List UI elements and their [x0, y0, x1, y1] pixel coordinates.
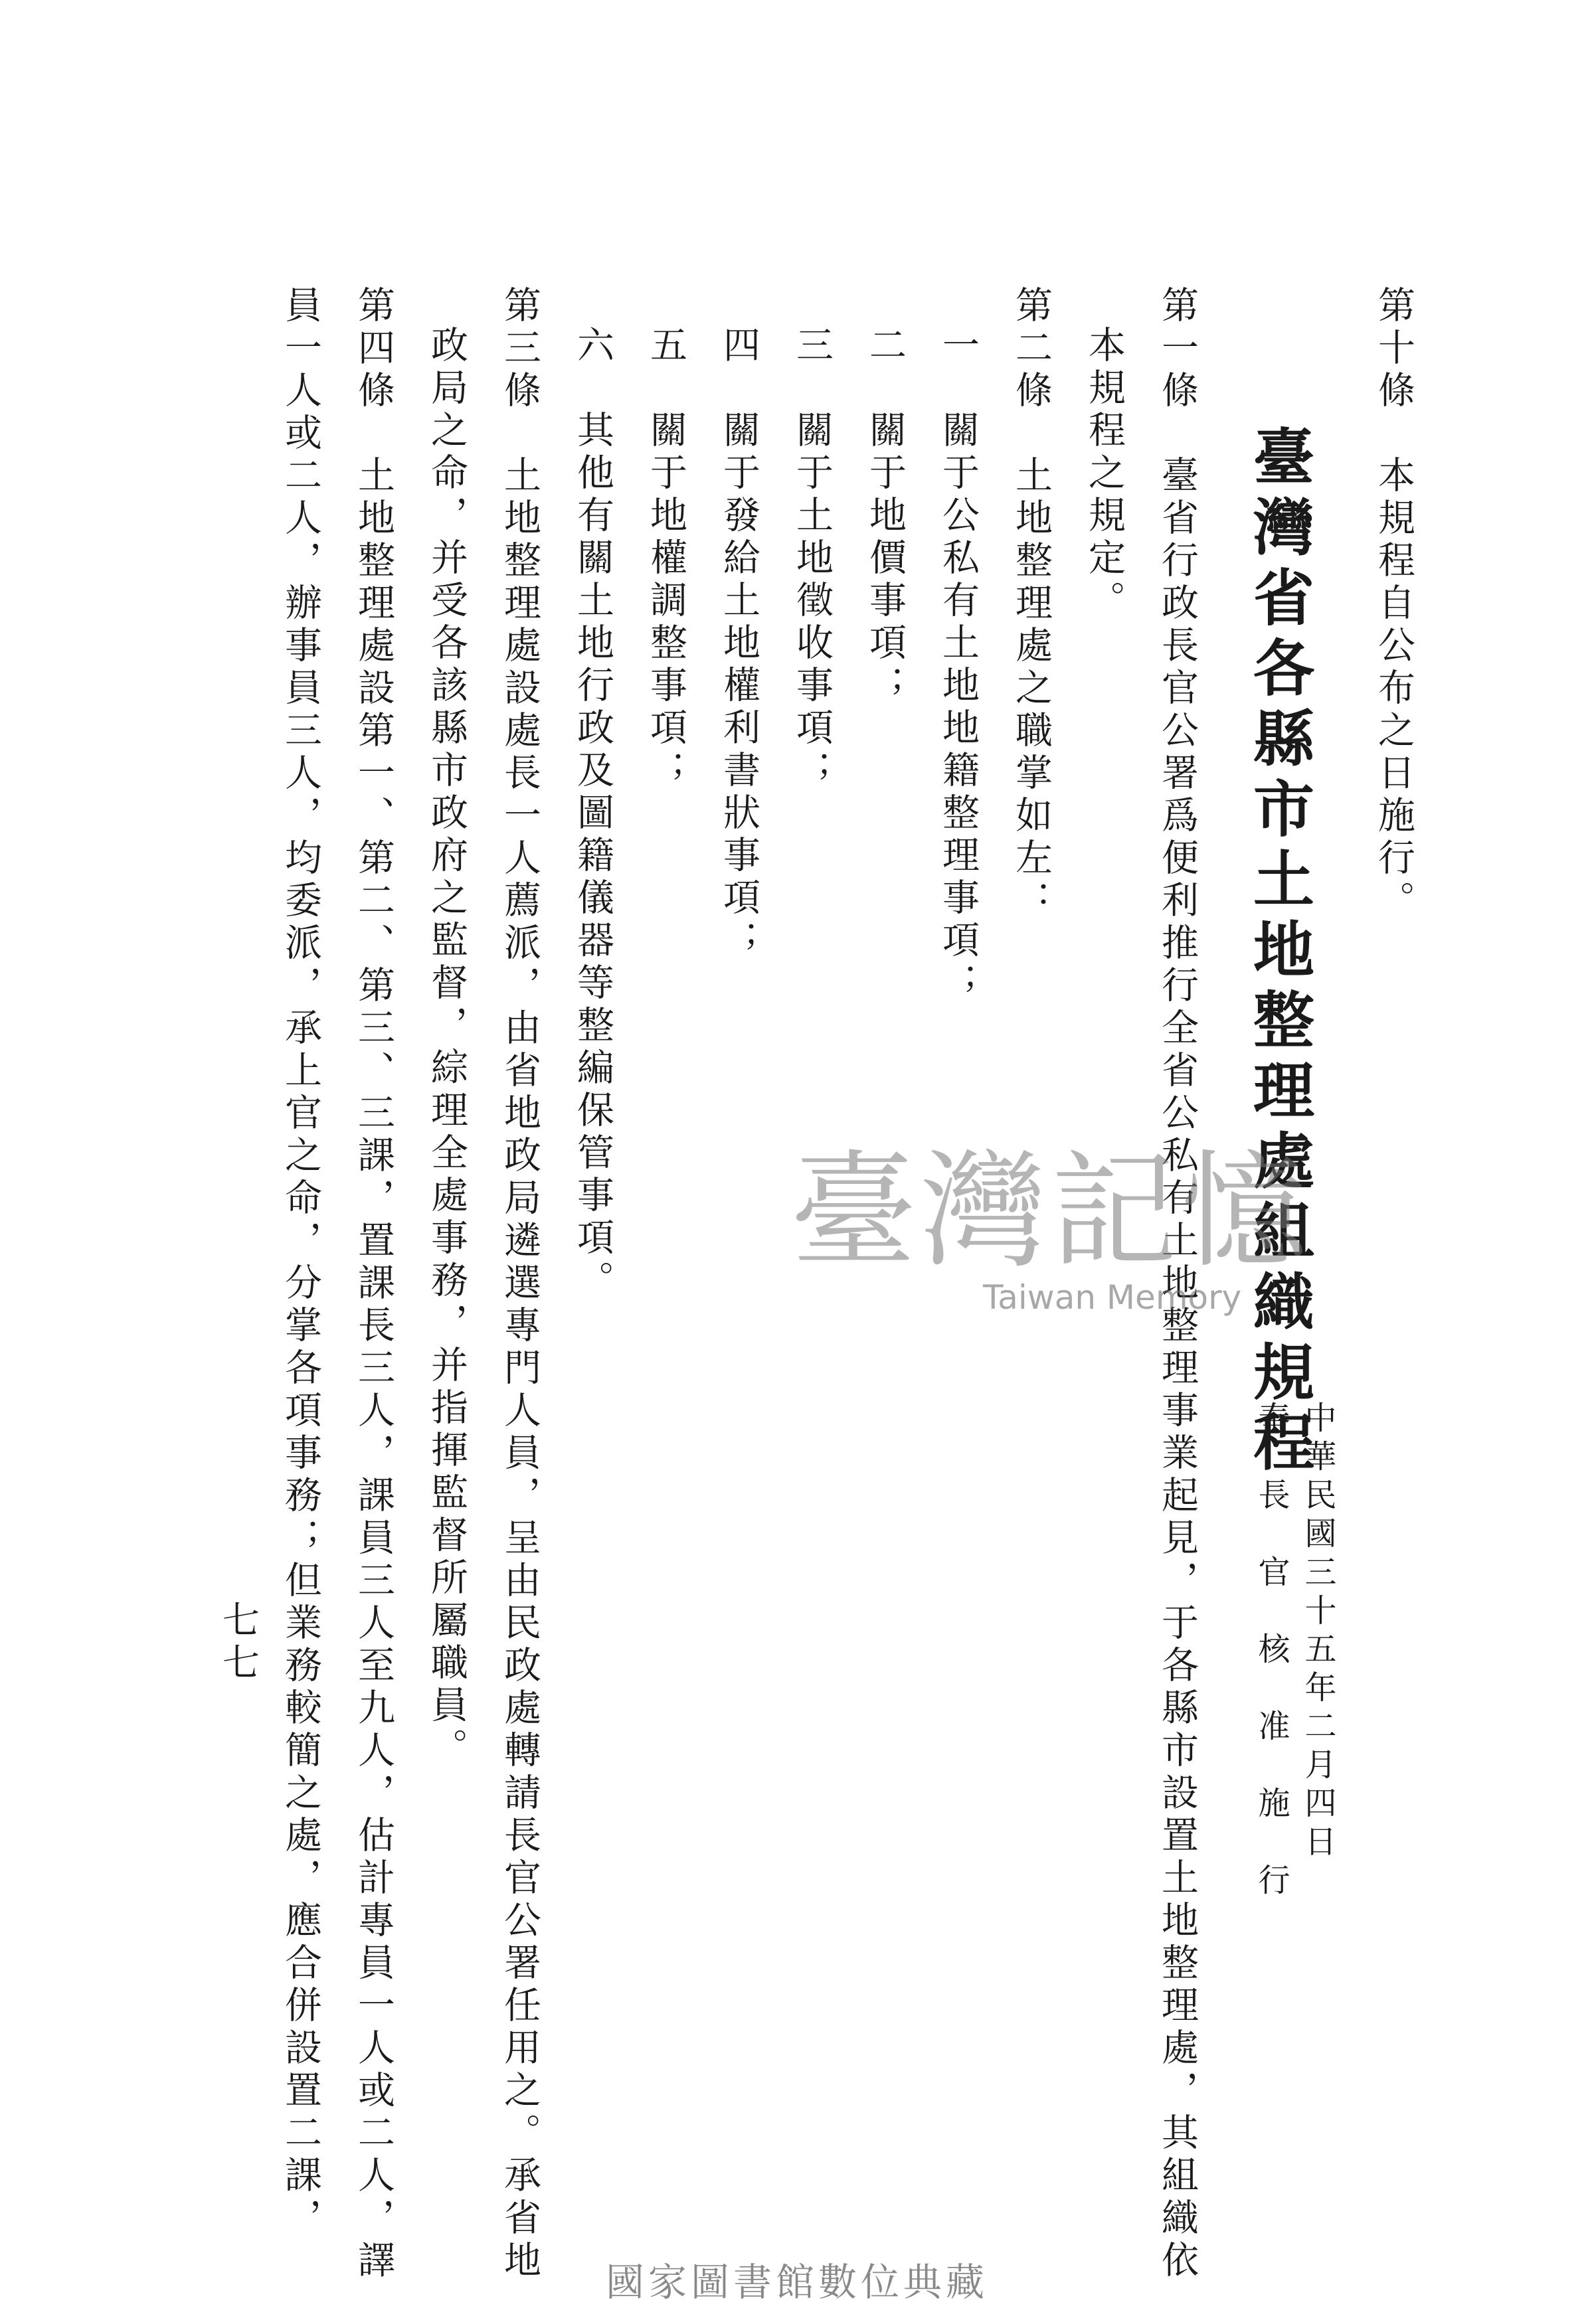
article-4: 第四條 土地整理處設第一、第二、第三、三課，置課長三人，課員三人至九人，估計專員一人或二人，譯: [352, 286, 395, 2283]
watermark-logo: [790, 1138, 1312, 1335]
document-title: 臺灣省各縣市土地整理處組織規程: [1243, 425, 1315, 1481]
date-line: 中華民國三十五年二月四日: [1299, 1401, 1336, 1863]
article-1-continued: 本規程之規定。: [1083, 325, 1126, 623]
article-2-item-1: 一 關于公私有土地地籍整理事項；: [936, 325, 980, 1005]
article-2-item-2: 二 關于地價事項；: [863, 325, 907, 708]
watermark-chars: 臺灣記憶: [790, 1138, 1312, 1285]
article-3: 第三條 土地整理處設處長一人薦派，由省地政局遴選專門人員，呈由民政處轉請長官公署任用之。承省地: [498, 286, 541, 2283]
article-2-item-6: 六 其他有關土地行政及圖籍儀器等整編保管事項。: [571, 325, 614, 1303]
article-2-item-3: 三 關于土地徵收事項；: [790, 325, 834, 793]
article-2-item-5: 五 關于地權調整事項；: [644, 325, 687, 793]
page-number: 七七: [217, 1600, 260, 1685]
article-10: 第十條 本規程自公布之日施行。: [1372, 286, 1415, 923]
article-3-continued: 政局之命，并受各該縣市政府之監督，綜理全處事務，并指揮監督所屬職員。: [425, 325, 468, 1770]
approval-line: 奉 長 官 核 准 施 行: [1253, 1401, 1290, 1902]
article-4-continued: 員一人或二人，辦事員三人，均委派，承上官之命，分掌各項事務；但業務較簡之處，應合併設置二課，: [279, 286, 322, 2240]
article-2-item-4: 四 關于發給土地權利書狀事項；: [717, 325, 760, 963]
article-1: 第一條 臺省行政長官公署爲便利推行全省公私有土地整理事業起見，于各縣市設置土地整理處，其組織依: [1156, 286, 1199, 2283]
article-2: 第二條 土地整理處之職掌如左：: [1010, 286, 1053, 923]
watermark-english: Taiwan Memory: [983, 1278, 1242, 1317]
footer-collection-label: 國家圖書館數位典藏: [605, 2260, 988, 2305]
